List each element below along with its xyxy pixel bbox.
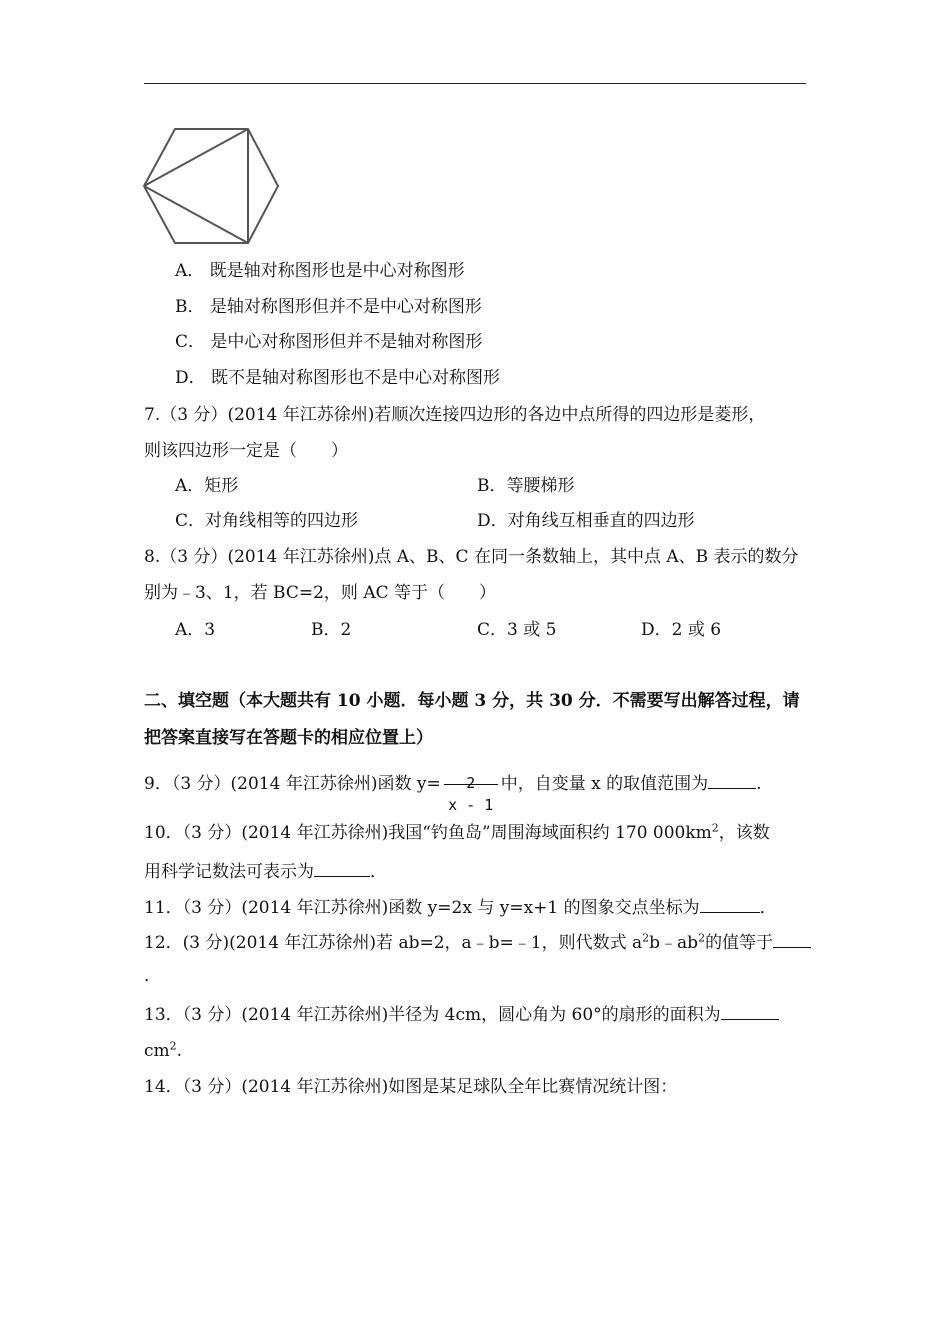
q8-stem-line1: 8.（3 分）(2014 年江苏徐州)点 A、B、C 在同一条数轴上，其中点 A、B 表示的数分 [144, 547, 799, 567]
q12-text-b: b﹣ab [649, 933, 699, 953]
q8-option-a: A．3 [175, 620, 216, 640]
q11-line [144, 895, 777, 919]
q8-option-c: C．3 或 5 [477, 620, 557, 640]
section2-heading-line2: 把答案直接写在答题卡的相应位置上） [144, 728, 433, 748]
section2-heading-line1: 二、填空题（本大题共有 10 小题．每小题 3 分，共 30 分．不需要写出解答过程，请 [144, 691, 800, 711]
q7-stem-line1: 7.（3 分）(2014 年江苏徐州)若顺次连接四边形的各边中点所得的四边形是菱形， [144, 405, 766, 425]
q6-option-d: D． 既不是轴对称图形也不是中心对称图形 [175, 368, 501, 388]
q7-option-b: B．等腰梯形 [477, 476, 575, 496]
q13-sup: 2 [169, 1039, 177, 1053]
q13-end: . [176, 1041, 183, 1061]
hexagon-figure [140, 122, 285, 250]
q6-option-c: C． 是中心对称图形但并不是轴对称图形 [175, 332, 483, 352]
q12-line2: ． [144, 966, 161, 986]
q12-sup2: 2 [698, 931, 706, 945]
q12-line1 [144, 930, 811, 954]
q12-text-c: 的值等于 [705, 933, 774, 953]
q10-line1 [144, 822, 770, 844]
q8-stem-line2: 别为﹣3、1，若 BC=2，则 AC 等于（ ） [144, 583, 497, 603]
q9-prefix: 9．（3 分）(2014 年江苏徐州)函数 y= [144, 774, 441, 794]
q8-option-d: D．2 或 6 [641, 620, 722, 640]
q12-text-a: 12．(3 分)(2014 年江苏徐州)若 ab=2，a﹣b=﹣1，则代数式 a [144, 933, 643, 953]
hexagon-outline [144, 129, 278, 243]
q10-sup: 2 [711, 821, 719, 835]
q9-fraction-numerator: 2 [466, 773, 476, 792]
q14-line1: 14．（3 分）(2014 年江苏徐州)如图是某足球队全年比赛情况统计图： [144, 1077, 678, 1097]
q11-end: ． [759, 898, 777, 918]
q11-answer-blank[interactable] [700, 895, 760, 913]
q11-text: 11．（3 分）(2014 年江苏徐州)函数 y=2x 与 y=x+1 的图象交点坐标为 [144, 898, 700, 918]
q13-text: 13．（3 分）(2014 年江苏徐州)半径为 4cm，圆心角为 60°的扇形的面积为 [144, 1005, 721, 1025]
q10-text-line2: 用科学记数法可表示为 [144, 862, 314, 882]
q6-option-a: A． 既是轴对称图形也是中心对称图形 [175, 261, 465, 281]
q9-suffix: 中，自变量 x 的取值范围为 [500, 774, 709, 794]
q13-answer-blank[interactable] [721, 1002, 779, 1020]
q7-option-c: C．对角线相等的四边形 [175, 511, 359, 531]
header-rule [144, 83, 806, 84]
q12-answer-blank[interactable] [773, 930, 811, 948]
q6-option-b: B． 是轴对称图形但并不是中心对称图形 [175, 297, 482, 317]
q8-option-b: B．2 [311, 620, 352, 640]
q10-line2 [144, 859, 387, 883]
q9-end: . [756, 774, 762, 794]
q12-sup1: 2 [642, 931, 650, 945]
q13-unit: cm [144, 1041, 170, 1061]
q9-fraction [442, 765, 500, 814]
q7-stem-line2: 则该四边形一定是（ ） [144, 441, 348, 461]
q10-answer-blank[interactable] [314, 859, 370, 877]
q10-text-a: 10．（3 分）(2014 年江苏徐州)我国“钓鱼岛”周围海域面积约 170 000km [144, 823, 712, 843]
q9-line [144, 764, 762, 814]
q9-fraction-denominator: x - 1 [448, 795, 494, 814]
q7-option-a: A．矩形 [175, 476, 239, 496]
q13-line2 [144, 1040, 182, 1062]
q13-line1 [144, 1002, 779, 1026]
q10-end: ． [370, 862, 387, 882]
q9-answer-blank[interactable] [708, 771, 756, 789]
q7-option-d: D．对角线互相垂直的四边形 [477, 511, 695, 531]
q10-text-b: ，该数 [718, 823, 770, 843]
